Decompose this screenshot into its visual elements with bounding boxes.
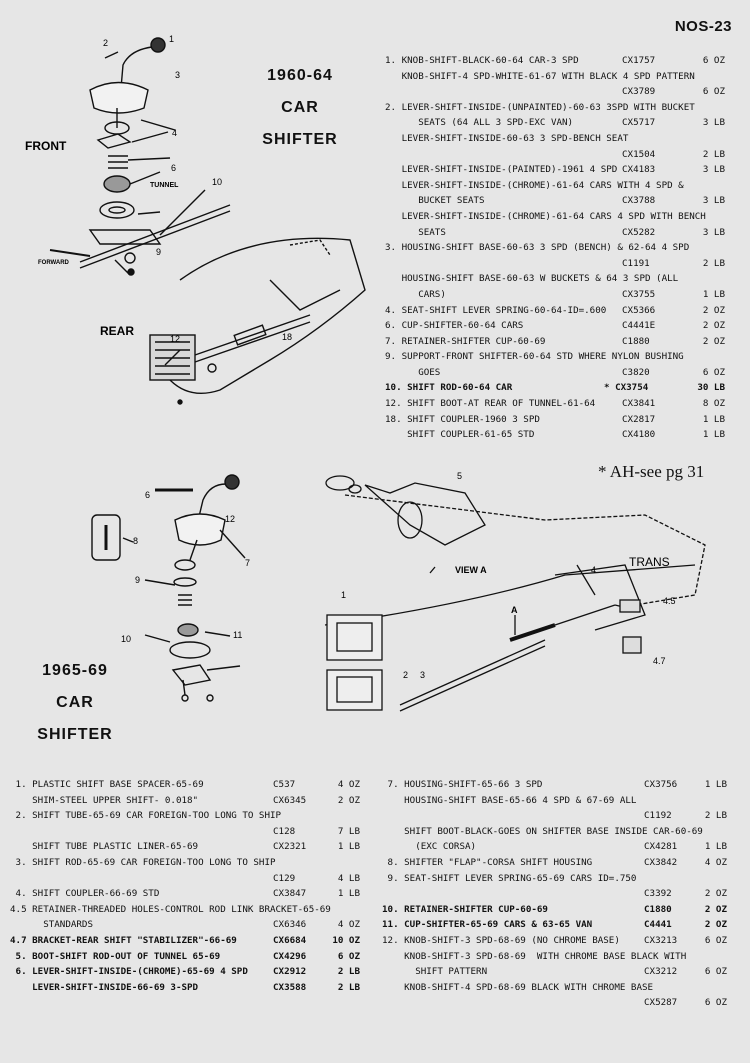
part-row xyxy=(382,824,727,840)
part-row xyxy=(10,886,360,902)
part-row xyxy=(382,980,727,996)
part-weight: 8 OZ xyxy=(702,398,725,410)
part-number: C128 xyxy=(273,825,296,837)
callout-10: 10 xyxy=(212,177,223,187)
part-description: KNOB-SHIFT-3 SPD-68-69 WITH CHROME BASE BLACK WITH xyxy=(382,950,687,962)
part-row xyxy=(385,256,725,272)
part-description: LEVER-SHIFT-INSIDE-66-69 3-SPD xyxy=(10,981,199,993)
part-row xyxy=(10,808,360,824)
part-description: (EXC CORSA) xyxy=(382,841,477,853)
front-label: FRONT xyxy=(25,139,67,153)
part-row xyxy=(385,178,725,194)
part-number: C537 xyxy=(273,779,296,790)
part-number: CX6684 xyxy=(273,934,307,946)
callout-8: 8 xyxy=(133,536,139,546)
part-weight: 2 OZ xyxy=(704,903,727,915)
trans-view-diagram xyxy=(315,465,710,745)
part-description: 7. RETAINER-SHIFTER CUP-60-69 xyxy=(385,335,546,347)
part-weight: 1 LB xyxy=(704,841,727,853)
part-weight: 1 LB xyxy=(337,841,360,853)
part-description: 9. SUPPORT-FRONT SHIFTER-60-64 STD WHERE NYLON BUSHING xyxy=(385,351,684,363)
part-number: CX4281 xyxy=(644,841,678,853)
part-number: CX2321 xyxy=(273,841,307,853)
part-row xyxy=(385,69,725,85)
part-row xyxy=(382,995,727,1011)
part-description: GOES xyxy=(385,366,441,378)
part-row xyxy=(385,100,725,116)
part-description: LEVER-SHIFT-INSIDE-60-63 3 SPD-BENCH SEAT xyxy=(385,132,629,144)
part-row xyxy=(385,427,725,443)
part-number: CX4183 xyxy=(622,164,656,176)
part-number: CX2817 xyxy=(622,413,656,425)
part-description: 12. KNOB-SHIFT-3 SPD-68-69 (NO CHROME BASE) xyxy=(382,934,620,946)
part-row xyxy=(10,824,360,840)
part-number: C3820 xyxy=(622,366,650,378)
part-description: 7. HOUSING-SHIFT-65-66 3 SPD xyxy=(382,779,543,790)
callout-9: 9 xyxy=(156,247,162,257)
part-description: SHIM-STEEL UPPER SHIFT- 0.018" xyxy=(10,794,199,806)
callout-18: 18 xyxy=(282,332,293,342)
part-description: 2. LEVER-SHIFT-INSIDE-(UNPAINTED)-60-63 3SPD WITH BUCKET xyxy=(385,101,695,113)
part-row xyxy=(385,380,725,396)
callout-1: 1 xyxy=(169,34,175,44)
part-row xyxy=(382,855,727,871)
part-description: 1. KNOB-SHIFT-BLACK-60-64 CAR-3 SPD xyxy=(385,55,579,66)
part-row xyxy=(385,240,725,256)
callout-4-5: 4.5 xyxy=(663,596,676,606)
part-description: LEVER-SHIFT-INSIDE-(CHROME)-61-64 CARS WITH 4 SPD & xyxy=(385,179,684,191)
part-weight: 30 LB xyxy=(697,382,725,394)
part-weight: 4 OZ xyxy=(337,919,360,931)
part-row xyxy=(382,917,727,933)
part-row xyxy=(385,303,725,319)
title-1960-64 xyxy=(250,60,350,156)
part-row xyxy=(382,949,727,965)
part-row xyxy=(385,115,725,131)
part-description: BUCKET SEATS xyxy=(385,195,485,207)
part-row xyxy=(385,271,725,287)
part-row xyxy=(382,886,727,902)
part-description: 3. HOUSING-SHIFT BASE-60-63 3 SPD (BENCH) & 62-64 4 SPD xyxy=(385,242,690,254)
part-weight: 2 OZ xyxy=(702,304,725,316)
part-weight: 2 OZ xyxy=(702,320,725,332)
part-row xyxy=(382,871,727,887)
part-description: 12. SHIFT BOOT-AT REAR OF TUNNEL-61-64 xyxy=(385,398,596,410)
part-description: 11. CUP-SHIFTER-65-69 CARS & 63-65 VAN xyxy=(382,919,593,931)
part-number: CX5717 xyxy=(622,117,656,129)
part-number: CX2912 xyxy=(273,966,307,978)
part-row xyxy=(385,412,725,428)
part-weight: 2 LB xyxy=(704,810,727,822)
part-description: 3. SHIFT ROD-65-69 CAR FOREIGN-TOO LONG TO SHIP xyxy=(10,856,276,868)
part-row xyxy=(382,933,727,949)
part-row xyxy=(385,209,725,225)
part-number: CX1504 xyxy=(622,148,656,160)
part-number: CX3841 xyxy=(622,398,656,410)
part-description: 10. SHIFT ROD-60-64 CAR xyxy=(385,382,513,394)
part-row xyxy=(385,334,725,350)
part-description: SHIFT COUPLER-61-65 STD xyxy=(385,429,535,441)
part-number: CX4180 xyxy=(622,429,656,441)
part-row xyxy=(385,147,725,163)
part-row xyxy=(10,917,360,933)
part-description: 4.7 BRACKET-REAR SHIFT "STABILIZER"-66-69 xyxy=(10,934,237,946)
callout-3b: 3 xyxy=(420,670,426,680)
part-description: HOUSING-SHIFT BASE-60-63 W BUCKETS & 64 3 SPD (ALL xyxy=(385,273,679,285)
title-1965-69 xyxy=(25,655,125,751)
part-number: C1880 xyxy=(622,335,650,347)
part-description: 4. SEAT-SHIFT LEVER SPRING-60-64-ID=.600 xyxy=(385,304,607,316)
callout-a: A xyxy=(511,605,518,615)
part-row xyxy=(10,793,360,809)
callout-6b: 6 xyxy=(145,490,151,500)
callout-6: 6 xyxy=(171,163,177,173)
part-number: C3392 xyxy=(644,888,672,900)
part-number: CX3788 xyxy=(622,195,656,207)
title-line-1b: 1965-69 xyxy=(42,662,108,679)
part-number: CX5366 xyxy=(622,304,656,316)
part-description: KNOB-SHIFT-4 SPD-68-69 BLACK WITH CHROME BASE xyxy=(382,981,654,993)
part-row xyxy=(385,349,725,365)
part-description: SHIFT TUBE PLASTIC LINER-65-69 xyxy=(10,841,199,853)
title-line-2: CAR xyxy=(281,99,319,116)
part-number: C1880 xyxy=(644,903,672,915)
part-row xyxy=(10,902,360,918)
part-description: 2. SHIFT TUBE-65-69 CAR FOREIGN-TOO LONG TO SHIP xyxy=(10,810,282,822)
part-weight: 6 OZ xyxy=(704,934,727,946)
part-weight: 4 LB xyxy=(337,872,360,884)
part-weight: 2 OZ xyxy=(702,335,725,347)
parts-list-1960-64 xyxy=(385,53,725,443)
part-number: C4441E xyxy=(622,320,656,332)
part-weight: 4 OZ xyxy=(704,856,727,868)
title-line-3: SHIFTER xyxy=(262,131,338,148)
part-description: 5. BOOT-SHIFT ROD-OUT OF TUNNEL 65-69 xyxy=(10,950,221,962)
trans-label: TRANS xyxy=(629,555,670,569)
title-line-2b: CAR xyxy=(56,694,94,711)
callout-5: 5 xyxy=(457,471,463,481)
part-weight: 6 OZ xyxy=(702,86,725,98)
callout-7: 7 xyxy=(245,558,251,568)
callout-11: 11 xyxy=(233,630,243,640)
part-description: 10. RETAINER-SHIFTER CUP-60-69 xyxy=(382,903,548,915)
part-weight: 10 OZ xyxy=(332,934,360,946)
part-row xyxy=(382,808,727,824)
callout-4: 4 xyxy=(172,128,178,138)
part-description: 4.5 RETAINER-THREADED HOLES-CONTROL ROD LINK BRACKET-65-69 xyxy=(10,903,331,915)
part-weight: 1 LB xyxy=(702,288,725,300)
part-number: CX3847 xyxy=(273,888,307,900)
part-number: CX6346 xyxy=(273,919,307,931)
part-row xyxy=(382,902,727,918)
parts-list-1965-69-right xyxy=(382,777,727,1011)
part-weight: 3 LB xyxy=(702,226,725,238)
part-row xyxy=(10,933,360,949)
part-number: CX3588 xyxy=(273,981,307,993)
part-weight: 2 OZ xyxy=(704,919,727,931)
part-description: LEVER-SHIFT-INSIDE-(CHROME)-61-64 CARS 4 SPD WITH BENCH xyxy=(385,210,706,222)
part-row xyxy=(385,287,725,303)
part-number: C1192 xyxy=(644,810,672,822)
part-description: 9. SEAT-SHIFT LEVER SPRING-65-69 CARS ID=.750 xyxy=(382,872,637,884)
callout-12b: 12 xyxy=(225,514,236,524)
part-weight: 3 LB xyxy=(702,195,725,207)
part-row xyxy=(10,871,360,887)
part-weight: 6 OZ xyxy=(702,55,725,66)
part-number: CX5282 xyxy=(622,226,656,238)
ah-note: * AH-see pg 31 xyxy=(598,462,705,481)
part-description: 4. SHIFT COUPLER-66-69 STD xyxy=(10,888,160,900)
part-description: SHIFT BOOT-BLACK-GOES ON SHIFTER BASE INSIDE CAR-60-69 xyxy=(382,825,703,837)
callout-10b: 10 xyxy=(121,634,132,644)
part-number: CX3213 xyxy=(644,934,678,946)
forward-label: FORWARD xyxy=(38,260,69,266)
part-weight: 2 LB xyxy=(337,966,360,978)
part-row xyxy=(385,396,725,412)
title-line-1: 1960-64 xyxy=(267,67,333,84)
callout-9b: 9 xyxy=(135,575,141,585)
part-weight: 6 OZ xyxy=(337,950,360,962)
part-number: CX6345 xyxy=(273,794,307,806)
callout-2: 2 xyxy=(103,38,109,48)
part-description: STANDARDS xyxy=(10,919,93,931)
part-row xyxy=(10,949,360,965)
part-number: CX1757 xyxy=(622,55,656,66)
part-weight: 1 LB xyxy=(702,413,725,425)
part-weight: 1 LB xyxy=(704,779,727,790)
part-weight: 1 LB xyxy=(337,888,360,900)
part-row xyxy=(382,964,727,980)
rear-label: REAR xyxy=(100,324,135,338)
part-weight: 6 OZ xyxy=(702,366,725,378)
part-number: CX3212 xyxy=(644,966,678,978)
part-row xyxy=(10,855,360,871)
part-description: HOUSING-SHIFT BASE-65-66 4 SPD & 67-69 ALL xyxy=(382,794,637,806)
view-a-label: VIEW A xyxy=(455,565,487,575)
part-number: C4441 xyxy=(644,919,672,931)
part-number: CX3842 xyxy=(644,856,678,868)
part-row xyxy=(385,193,725,209)
part-row xyxy=(382,839,727,855)
part-number: CX3756 xyxy=(644,779,678,790)
part-description: 6. CUP-SHIFTER-60-64 CARS xyxy=(385,320,524,332)
callout-1b: 1 xyxy=(341,590,347,600)
part-row xyxy=(10,777,360,793)
callout-12: 12 xyxy=(170,334,181,344)
part-row xyxy=(385,225,725,241)
parts-list-1965-69-left xyxy=(10,777,360,995)
part-description: SEATS xyxy=(385,226,446,238)
part-description: 1. PLASTIC SHIFT BASE SPACER-65-69 xyxy=(10,779,204,790)
part-weight: 2 OZ xyxy=(337,794,360,806)
tunnel-label: TUNNEL xyxy=(150,182,179,189)
part-row xyxy=(385,131,725,147)
part-description: 18. SHIFT COUPLER-1960 3 SPD xyxy=(385,413,540,425)
part-row xyxy=(385,162,725,178)
part-description: SEATS (64 ALL 3 SPD-EXC VAN) xyxy=(385,117,574,129)
callout-4b: 4 xyxy=(591,565,597,575)
part-weight: 6 OZ xyxy=(704,997,727,1009)
part-number: * CX3754 xyxy=(604,382,649,394)
part-weight: 2 OZ xyxy=(704,888,727,900)
part-number: CX3755 xyxy=(622,288,656,300)
part-number: C129 xyxy=(273,872,296,884)
part-row xyxy=(382,777,727,793)
part-weight: 3 LB xyxy=(702,117,725,129)
part-row xyxy=(10,964,360,980)
part-row xyxy=(382,793,727,809)
part-weight: 3 LB xyxy=(702,164,725,176)
part-row xyxy=(10,980,360,996)
part-description: SHIFT PATTERN xyxy=(382,966,488,978)
part-weight: 1 LB xyxy=(702,429,725,441)
part-weight: 6 OZ xyxy=(704,966,727,978)
part-row xyxy=(385,84,725,100)
part-weight: 7 LB xyxy=(337,825,360,837)
callout-2b: 2 xyxy=(403,670,409,680)
part-description: 6. LEVER-SHIFT-INSIDE-(CHROME)-65-69 4 SPD xyxy=(10,966,248,978)
part-weight: 4 OZ xyxy=(337,779,360,790)
part-number: CX3789 xyxy=(622,86,656,98)
part-row xyxy=(10,839,360,855)
callout-4-7: 4.7 xyxy=(653,656,666,666)
page-number: NOS-23 xyxy=(674,18,732,35)
title-line-3b: SHIFTER xyxy=(37,726,113,743)
part-row xyxy=(385,318,725,334)
part-row xyxy=(385,365,725,381)
part-weight: 2 LB xyxy=(337,981,360,993)
part-number: C1191 xyxy=(622,257,650,269)
part-description: KNOB-SHIFT-4 SPD-WHITE-61-67 WITH BLACK 4 SPD PATTERN xyxy=(385,70,695,82)
callout-3: 3 xyxy=(175,70,181,80)
part-row xyxy=(385,53,725,69)
part-description: CARS) xyxy=(385,288,446,300)
part-number: CX5287 xyxy=(644,997,678,1009)
part-description: LEVER-SHIFT-INSIDE-(PAINTED)-1961 4 SPD xyxy=(385,164,618,176)
part-weight: 2 LB xyxy=(702,148,725,160)
part-number: CX4296 xyxy=(273,950,307,962)
part-weight: 2 LB xyxy=(702,257,725,269)
part-description: 8. SHIFTER "FLAP"-CORSA SHIFT HOUSING xyxy=(382,856,593,868)
